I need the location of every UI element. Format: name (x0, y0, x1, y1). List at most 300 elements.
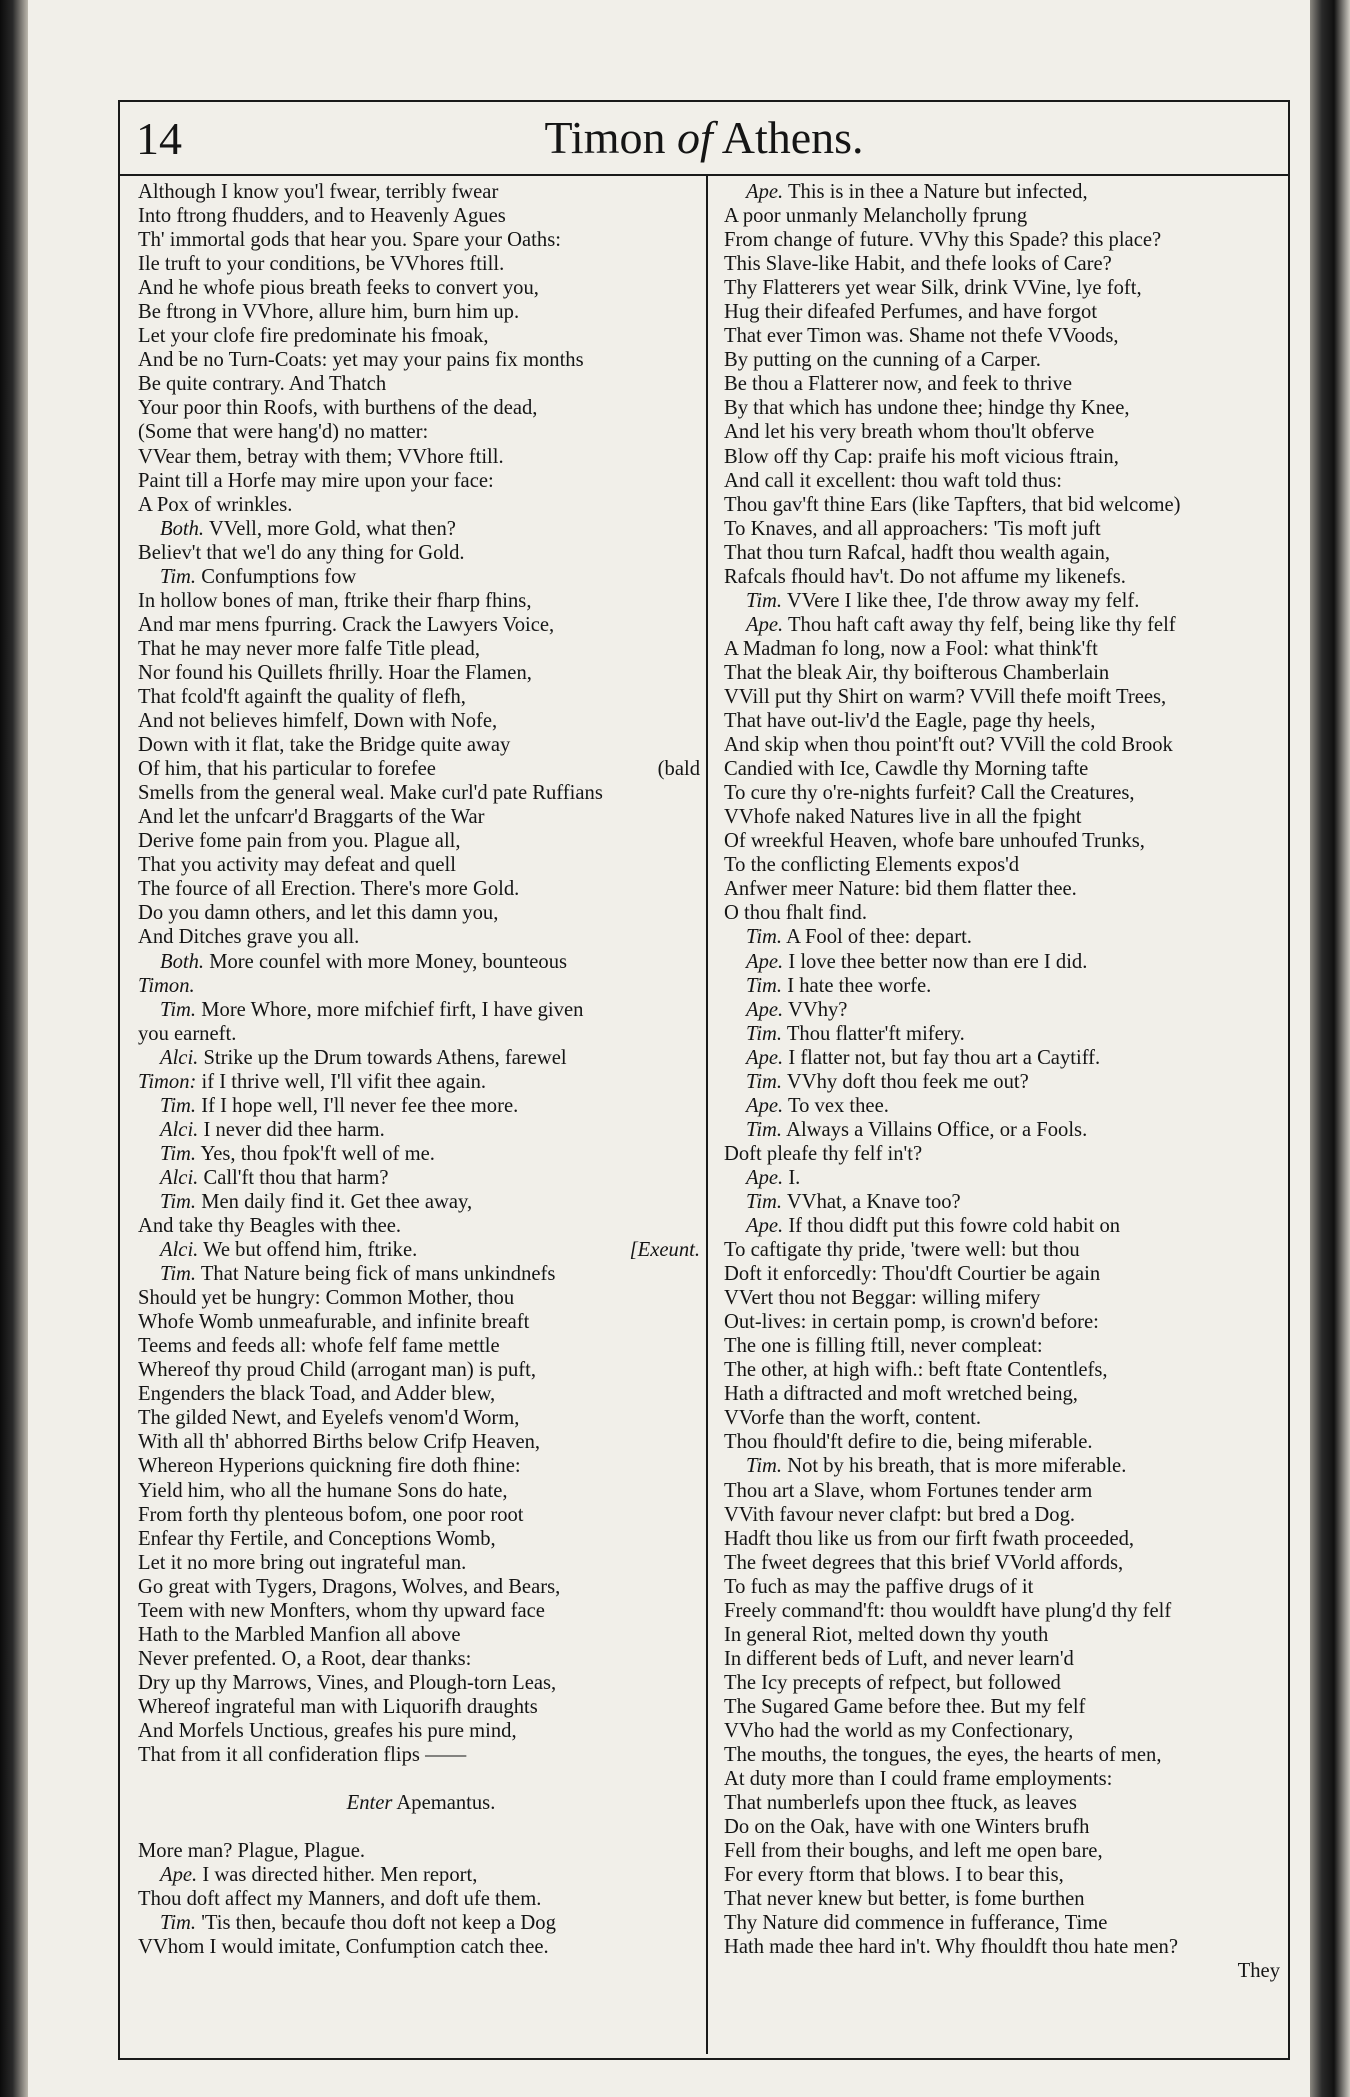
text-line (724, 613, 1284, 637)
text-line (138, 998, 704, 1022)
text-line (724, 1863, 1284, 1887)
text-line (724, 1815, 1284, 1839)
text-line (724, 1791, 1284, 1815)
verse-text: And Ditches grave you all. (138, 926, 360, 949)
text-line (138, 1046, 704, 1070)
text-line (138, 1166, 704, 1190)
speaker-name: Alci. (160, 1239, 199, 1262)
speaker-name: Tim. (746, 974, 783, 997)
text-line (724, 1575, 1284, 1599)
text-line (138, 1310, 704, 1334)
verse-text: Hath made thee hard in't. Why fhouldft thou hate men? (724, 1936, 1178, 1959)
text-line (138, 493, 704, 517)
text-line (724, 469, 1284, 493)
text-line (724, 1406, 1284, 1430)
text-line (724, 853, 1284, 877)
text-line (724, 517, 1284, 541)
verse-text: Be quite contrary. And Thatch (138, 373, 387, 396)
speaker-name: Tim. (160, 1912, 197, 1935)
verse-text: Smells from the general weal. Make curl'd pate Ruffians (138, 782, 603, 805)
verse-text: Blow off thy Cap: praife his moft vicious ftrain, (724, 445, 1119, 468)
verse-text: Out-lives: in certain pomp, is crown'd before: (724, 1311, 1099, 1334)
verse-text: VVert thou not Beggar: willing mifery (724, 1287, 1041, 1310)
text-line (724, 1839, 1284, 1863)
text-line (724, 925, 1284, 949)
text-line (138, 1334, 704, 1358)
verse-text: Hug their difeafed Perfumes, and have forgot (724, 301, 1098, 324)
text-line (138, 1719, 704, 1743)
text-line (724, 1887, 1284, 1911)
text-line (724, 180, 1284, 204)
verse-text: Let your clofe fire predominate his fmoak, (138, 325, 489, 348)
verse-text: Teems and feeds all: whofe felf fame mettle (138, 1335, 500, 1358)
speaker-name: Tim. (160, 1094, 197, 1117)
text-line (724, 685, 1284, 709)
verse-text: That numberlefs upon thee ftuck, as leaves (724, 1792, 1077, 1815)
text-line (138, 300, 704, 324)
text-line (724, 637, 1284, 661)
right-column (724, 180, 1284, 1984)
text-line (138, 637, 704, 661)
verse-text: Let it no more bring out ingrateful man. (138, 1551, 467, 1574)
verse-text: Rafcals fhould hav't. Do not affume my likenefs. (724, 565, 1126, 588)
text-line (138, 1382, 704, 1406)
text-line (138, 1022, 704, 1046)
verse-text: I love thee better now than ere I did. (783, 950, 1088, 973)
verse-text: Be ftrong in VVhore, allure him, burn him up. (138, 301, 520, 324)
text-line (138, 1406, 704, 1430)
verse-text: This Slave-like Habit, and thefe looks of Care? (724, 253, 1112, 276)
text-line (138, 1094, 704, 1118)
verse-text: And take thy Beagles with thee. (138, 1215, 402, 1238)
verse-text: Doft it enforcedly: Thou'dft Courtier be again (724, 1263, 1101, 1286)
text-line (138, 1815, 704, 1839)
text-line (724, 1430, 1284, 1454)
text-line (138, 1599, 704, 1623)
text-line (138, 950, 704, 974)
text-line (138, 228, 704, 252)
verse-text: Confumptions fow (196, 565, 357, 588)
text-line (724, 1334, 1284, 1358)
page-number: 14 (136, 113, 182, 164)
text-line (724, 757, 1284, 781)
text-line (138, 901, 704, 925)
verse-text: VVhy doft thou feek me out? (782, 1070, 1029, 1093)
text-line (724, 396, 1284, 420)
verse-text: That never knew but better, is fome burthen (724, 1888, 1085, 1911)
text-line (138, 1551, 704, 1575)
text-line (724, 1959, 1284, 1983)
verse-text: That he may never more falfe Title plead, (138, 637, 480, 660)
verse-text: The Icy precepts of refpect, but followed (724, 1671, 1061, 1694)
text-line (724, 829, 1284, 853)
verse-text: In hollow bones of man, ftrike their fharp fhins, (138, 589, 532, 612)
verse-text: Be thou a Flatterer now, and feek to thrive (724, 373, 1073, 396)
text-line (138, 1479, 704, 1503)
verse-text: If thou didft put this fowre cold habit on (783, 1215, 1121, 1238)
speaker-name: Tim. (160, 1190, 197, 1213)
text-line (724, 1695, 1284, 1719)
speaker-name: Ape. (746, 181, 784, 203)
verse-text: That thou turn Rafcal, hadft thou wealth again, (724, 541, 1111, 564)
verse-text: Thy Flatterers yet wear Silk, drink VVine, lye foft, (724, 277, 1142, 300)
text-line (724, 348, 1284, 372)
verse-text: And call it excellent: thou waft told thus: (724, 469, 1063, 492)
text-line (138, 757, 704, 781)
text-line (724, 252, 1284, 276)
verse-text: In general Riot, melted down thy youth (724, 1623, 1049, 1646)
verse-text: And be no Turn-Coats: yet may your pains fix months (138, 349, 584, 372)
verse-text: I. (783, 1166, 801, 1189)
verse-text: To the conflicting Elements expos'd (724, 854, 1020, 877)
stage-direction: Enter (346, 1792, 393, 1815)
text-line (138, 1430, 704, 1454)
speaker-name: Tim. (160, 1263, 197, 1286)
text-line (724, 998, 1284, 1022)
verse-text: I flatter not, but fay thou art a Caytiff. (783, 1046, 1101, 1069)
verse-text: Do on the Oak, have with one Winters brufh (724, 1816, 1090, 1839)
verse-text: 'Tis then, becaufe thou doft not keep a Dog (196, 1912, 556, 1935)
text-line (138, 781, 704, 805)
speaker-name: Both. (160, 517, 205, 540)
text-line (138, 372, 704, 396)
text-line (138, 1118, 704, 1142)
verse-text: Down with it flat, take the Bridge quite away (138, 734, 511, 757)
verse-text: VVere I like thee, I'de throw away my felf. (782, 589, 1140, 612)
text-line (138, 541, 704, 565)
text-line (724, 1719, 1284, 1743)
verse-text: At duty more than I could frame employments: (724, 1768, 1113, 1791)
text-line (138, 733, 704, 757)
text-line (138, 565, 704, 589)
text-line (724, 1070, 1284, 1094)
speaker-name: Timon. (138, 974, 195, 997)
text-line (724, 228, 1284, 252)
speaker-name: Timon: (138, 1070, 197, 1093)
speaker-name: Both. (160, 950, 205, 973)
verse-text: And skip when thou point'ft out? VVill the cold Brook (724, 734, 1173, 757)
text-line (138, 1527, 704, 1551)
speaker-name: Alci. (160, 1118, 199, 1141)
verse-text: (Some that were hang'd) no matter: (138, 421, 429, 444)
verse-text: Apemantus. (392, 1792, 496, 1815)
verse-text: VVho had the world as my Confectionary, (724, 1720, 1074, 1742)
text-line (724, 1454, 1284, 1478)
text-line (724, 445, 1284, 469)
verse-text: Go great with Tygers, Dragons, Wolves, and Bears, (138, 1575, 561, 1598)
speaker-name: Tim. (746, 1070, 783, 1093)
text-line (724, 1166, 1284, 1190)
text-line (724, 1382, 1284, 1406)
speaker-name: Tim. (746, 926, 783, 949)
text-line (138, 1935, 704, 1959)
text-line (724, 204, 1284, 228)
verse-text: VVorfe than the worft, content. (724, 1407, 981, 1430)
verse-text: Thou haft caft away thy felf, being like thy felf (783, 613, 1176, 636)
verse-text: We but offend him, ftrike. (198, 1239, 418, 1262)
verse-text: To Knaves, and all approachers: 'Tis moft juft (724, 517, 1101, 540)
text-line (724, 1190, 1284, 1214)
verse-text: To cure thy o're-nights furfeit? Call the Creatures, (724, 782, 1135, 805)
text-line (138, 276, 704, 300)
verse-text: From forth thy plenteous bofom, one poor root (138, 1503, 524, 1526)
text-line (138, 1503, 704, 1527)
text-line (138, 1647, 704, 1671)
verse-text: Ile truft to your conditions, be VVhores ftill. (138, 253, 505, 276)
text-line (724, 493, 1284, 517)
text-line (724, 1551, 1284, 1575)
verse-text: Men daily find it. Get thee away, (196, 1190, 473, 1213)
text-line (138, 709, 704, 733)
verse-text: And mar mens fpurring. Crack the Lawyers Voice, (138, 613, 555, 636)
speaker-name: Tim. (746, 589, 783, 612)
verse-text: Freely command'ft: thou wouldft have plung'd thy felf (724, 1599, 1172, 1622)
text-line (724, 1094, 1284, 1118)
verse-text: I never did thee harm. (198, 1118, 385, 1141)
verse-text: In different beds of Luft, and never learn'd (724, 1647, 1074, 1670)
speaker-name: Tim. (746, 1190, 783, 1213)
verse-text: Thou flatter'ft mifery. (782, 1022, 965, 1045)
verse-text: The fweet degrees that this brief VVorld affords, (724, 1551, 1124, 1574)
speaker-name: Alci. (160, 1046, 199, 1069)
text-line (724, 1527, 1284, 1551)
speaker-name: Tim. (746, 1118, 783, 1141)
verse-text: Call'ft thou that harm? (198, 1166, 389, 1189)
text-line (138, 1238, 704, 1262)
text-line (138, 685, 704, 709)
verse-text: To vex thee. (783, 1094, 889, 1117)
verse-text: if I thrive well, I'll vifit thee again. (196, 1070, 487, 1093)
verse-text: For every ftorm that blows. I to bear this, (724, 1864, 1064, 1887)
text-line (724, 276, 1284, 300)
text-line (724, 1358, 1284, 1382)
text-line (138, 1743, 704, 1767)
verse-text: Th' immortal gods that hear you. Spare your Oaths: (138, 229, 561, 252)
verse-text: A poor unmanly Melancholly fprung (724, 205, 1028, 228)
verse-text: VVear them, betray with them; VVhore ftill. (138, 445, 504, 468)
verse-text: VVith favour never clafpt: but bred a Dog. (724, 1503, 1076, 1526)
text-line (138, 1214, 704, 1238)
text-line (138, 589, 704, 613)
text-line (138, 1358, 704, 1382)
verse-text: VVhom I would imitate, Confumption catch thee. (138, 1936, 549, 1959)
text-line (724, 420, 1284, 444)
verse-text: VVhofe naked Natures live in all the fpight (724, 806, 1082, 829)
verse-text: The fource of all Erection. There's more Gold. (138, 878, 520, 901)
speaker-name: Alci. (160, 1166, 199, 1189)
verse-text: More man? Plague, Plague. (138, 1840, 366, 1863)
verse-text: Dry up thy Marrows, Vines, and Plough-torn Leas, (138, 1671, 557, 1694)
verse-text: VVell, more Gold, what then? (204, 517, 456, 540)
text-line (724, 805, 1284, 829)
verse-text: Anfwer meer Nature: bid them flatter thee. (724, 878, 1077, 901)
text-line (138, 805, 704, 829)
text-line (724, 1767, 1284, 1791)
text-line (138, 853, 704, 877)
speaker-name: Ape. (746, 1094, 784, 1117)
verse-text: That fcold'ft againft the quality of flefh, (138, 685, 466, 708)
text-line (138, 517, 704, 541)
text-line (138, 1887, 704, 1911)
verse-text: I was directed hither. Men report, (197, 1864, 478, 1887)
speaker-name: Tim. (160, 998, 197, 1021)
title-athens: Athens. (721, 112, 864, 163)
verse-text: Yes, thou fpok'ft well of me. (196, 1142, 435, 1165)
text-line (138, 1791, 704, 1815)
verse-text: And Morfels Unctious, greafes his pure mind, (138, 1720, 517, 1742)
verse-text: Candied with Ice, Cawdle thy Morning tafte (724, 758, 1089, 781)
verse-text: Teem with new Monfters, whom thy upward face (138, 1599, 545, 1622)
speaker-name: Tim. (160, 565, 197, 588)
verse-text: With all th' abhorred Births below Crifp Heaven, (138, 1431, 541, 1454)
speaker-name: Ape. (746, 998, 784, 1021)
text-line (138, 1286, 704, 1310)
text-line (138, 661, 704, 685)
verse-text: Enfear thy Fertile, and Conceptions Womb, (138, 1527, 496, 1550)
verse-text: A Madman fo long, now a Fool: what think'ft (724, 637, 1098, 660)
text-line (138, 1575, 704, 1599)
verse-text: The mouths, the tongues, the eyes, the hearts of men, (724, 1744, 1162, 1767)
verse-text: VVhat, a Knave too? (782, 1190, 961, 1213)
line-tail: [Exeunt. (629, 1239, 700, 1262)
verse-text: Paint till a Horfe may mire upon your face: (138, 469, 494, 492)
text-line (138, 1839, 704, 1863)
text-line (138, 204, 704, 228)
verse-text: That ever Timon was. Shame not thefe VVoods, (724, 325, 1119, 348)
verse-text: Although I know you'l fwear, terribly fwear (138, 181, 499, 203)
text-line (138, 348, 704, 372)
verse-text: Do you damn others, and let this damn you, (138, 902, 499, 925)
text-line (724, 372, 1284, 396)
text-line (138, 180, 704, 204)
verse-text: Whofe Womb unmeafurable, and infinite breaft (138, 1311, 530, 1334)
verse-text: VVill put thy Shirt on warm? VVill thefe moift Trees, (724, 685, 1167, 708)
text-line (724, 901, 1284, 925)
text-line (724, 781, 1284, 805)
speaker-name: Tim. (746, 1455, 783, 1478)
line-tail: (bald (657, 758, 700, 781)
text-line (138, 1190, 704, 1214)
verse-text: Thou doft affect my Manners, and doft ufe them. (138, 1888, 542, 1911)
text-line (138, 420, 704, 444)
verse-text: A Fool of thee: depart. (782, 926, 972, 949)
verse-text: VVhy? (783, 998, 848, 1021)
verse-text: Nor found his Quillets fhrilly. Hoar the Flamen, (138, 661, 532, 684)
verse-text: And not believes himfelf, Down with Nofe, (138, 710, 498, 733)
verse-text: Not by his breath, that is more miferable. (782, 1455, 1127, 1478)
verse-text: Thou art a Slave, whom Fortunes tender arm (724, 1479, 1093, 1502)
verse-text: To fuch as may the paffive drugs of it (724, 1575, 1034, 1598)
text-line (138, 925, 704, 949)
text-line (724, 1262, 1284, 1286)
verse-text: Believ't that we'l do any thing for Gold. (138, 541, 465, 564)
page-frame (118, 100, 1290, 2060)
verse-text: This is in thee a Nature but infected, (783, 181, 1088, 203)
text-line (724, 1118, 1284, 1142)
text-line (724, 1046, 1284, 1070)
text-line (724, 565, 1284, 589)
verse-text: The one is filling ftill, never compleat: (724, 1335, 1043, 1358)
text-line (138, 445, 704, 469)
facing-page-edge (1310, 0, 1350, 2097)
verse-text: And let his very breath whom thou'lt obferve (724, 421, 1095, 444)
catchword: They (1237, 1960, 1280, 1983)
text-line (138, 252, 704, 276)
verse-text: Hath to the Marbled Manfion all above (138, 1623, 461, 1646)
speaker-name: Ape. (746, 1166, 784, 1189)
verse-text: Hath a diftracted and moft wretched being, (724, 1383, 1078, 1406)
text-line (138, 1767, 704, 1791)
verse-text: Derive fome pain from you. Plague all, (138, 830, 461, 853)
speaker-name: Ape. (746, 613, 784, 636)
text-line (724, 974, 1284, 998)
verse-text: Engenders the black Toad, and Adder blew, (138, 1383, 496, 1406)
text-line (138, 1142, 704, 1166)
text-line (138, 1454, 704, 1478)
verse-text: Thy Nature did commence in fufferance, Time (724, 1912, 1108, 1935)
text-line (724, 1479, 1284, 1503)
text-line (138, 1695, 704, 1719)
speaker-name: Tim. (160, 1142, 197, 1165)
text-line (724, 1911, 1284, 1935)
text-line (724, 300, 1284, 324)
text-line (724, 1935, 1284, 1959)
speaker-name: Ape. (160, 1864, 198, 1887)
verse-text: Your poor thin Roofs, with burthens of the dead, (138, 397, 538, 420)
text-line (138, 1623, 704, 1647)
text-line (724, 1310, 1284, 1334)
verse-text: I hate thee worfe. (782, 974, 932, 997)
verse-text: Should yet be hungry: Common Mother, thou (138, 1287, 515, 1310)
verse-text: By putting on the cunning of a Carper. (724, 349, 1041, 372)
text-line (724, 1022, 1284, 1046)
text-line (724, 1671, 1284, 1695)
text-line (138, 1671, 704, 1695)
text-line (724, 709, 1284, 733)
title-of: of (676, 112, 713, 163)
verse-text: Never prefented. O, a Root, dear thanks: (138, 1647, 472, 1670)
text-line (724, 324, 1284, 348)
verse-text: The Sugared Game before thee. But my felf (724, 1695, 1086, 1718)
verse-text: That from it all confideration flips —— (138, 1744, 467, 1767)
text-line (724, 877, 1284, 901)
verse-text: Into ftrong fhudders, and to Heavenly Agues (138, 205, 506, 228)
text-line (138, 877, 704, 901)
verse-text: That you activity may defeat and quell (138, 854, 456, 877)
left-column (138, 180, 704, 1959)
verse-text: That the bleak Air, thy boifterous Chamberlain (724, 661, 1110, 684)
verse-text: More Whore, more mifchief firft, I have given (196, 998, 584, 1021)
text-line (724, 541, 1284, 565)
text-line (724, 1142, 1284, 1166)
text-line (138, 829, 704, 853)
speaker-name: Ape. (746, 1215, 784, 1238)
verse-text: The gilded Newt, and Eyelefs venom'd Worm, (138, 1407, 520, 1430)
text-line (724, 661, 1284, 685)
verse-text: Yield him, who all the humane Sons do hate, (138, 1479, 508, 1502)
verse-text: Hadft thou like us from our firft fwath proceeded, (724, 1527, 1135, 1550)
text-line (138, 613, 704, 637)
verse-text: And let the unfcarr'd Braggarts of the War (138, 806, 485, 829)
running-header (120, 102, 1288, 176)
text-line (724, 1286, 1284, 1310)
text-line (138, 1863, 704, 1887)
verse-text: Fell from their boughs, and left me open bare, (724, 1840, 1103, 1863)
speaker-name: Ape. (746, 1046, 784, 1069)
verse-text: Doft pleafe thy felf in't? (724, 1142, 923, 1165)
text-line (138, 1070, 704, 1094)
speaker-name: Tim. (746, 1022, 783, 1045)
